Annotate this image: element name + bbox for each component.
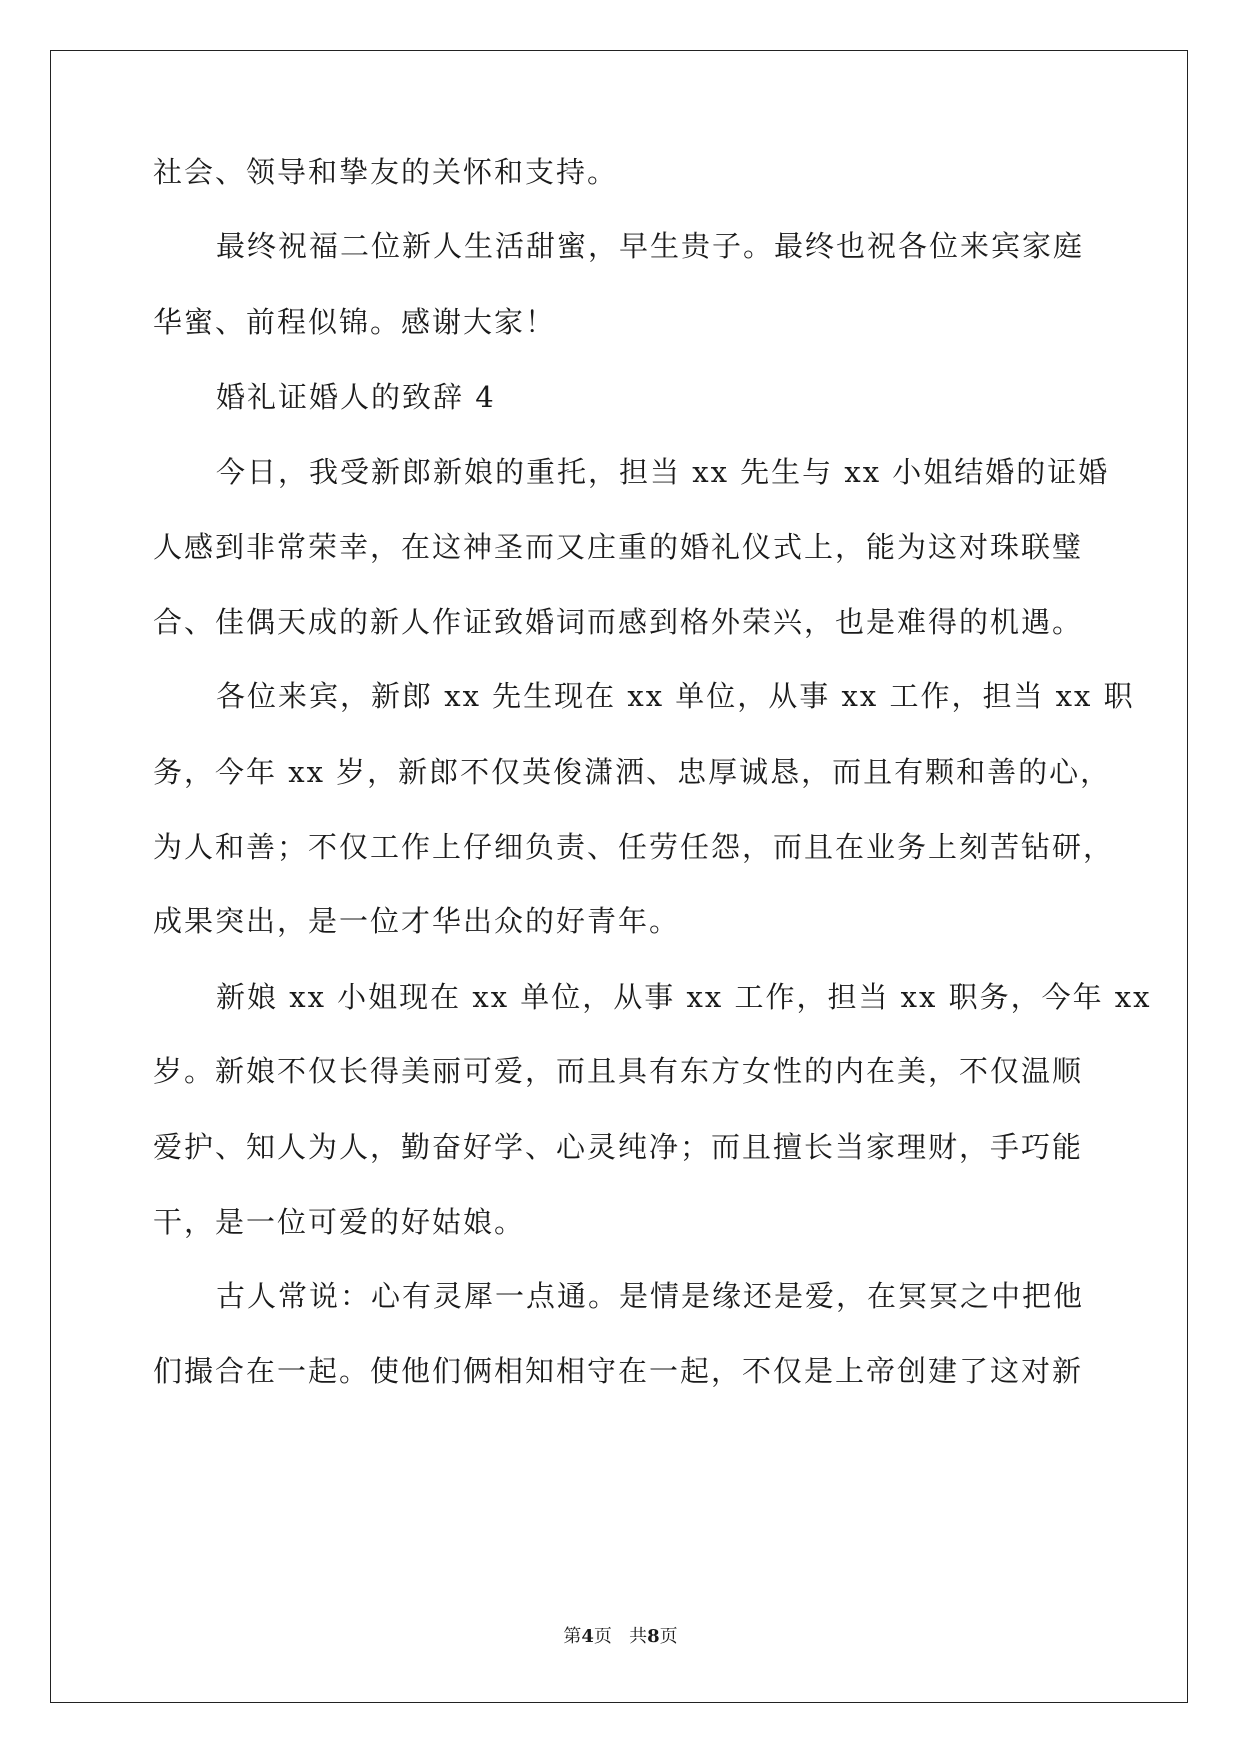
text-line: 岁。新娘不仅长得美丽可爱，而且具有东方女性的内在美，不仅温顺 bbox=[153, 1054, 1084, 1088]
page-suffix: 页 bbox=[659, 1626, 678, 1647]
text-line: 为人和善；不仅工作上仔细负责、任劳任怨，而且在业务上刻苦钻研， bbox=[153, 830, 1115, 864]
text-line: 今日，我受新郎新娘的重托，担当 xx 先生与 xx 小姐结婚的证婚 bbox=[216, 455, 1110, 489]
text-line: 人感到非常荣幸，在这神圣而又庄重的婚礼仪式上，能为这对珠联璧 bbox=[153, 530, 1084, 564]
text-line: 最终祝福二位新人生活甜蜜，早生贵子。最终也祝各位来宾家庭 bbox=[216, 229, 1085, 263]
text-line: 古人常说：心有灵犀一点通。是情是缘还是爱，在冥冥之中把他 bbox=[216, 1279, 1085, 1313]
text-line: 干，是一位可爱的好姑娘。 bbox=[153, 1205, 526, 1239]
total-pages-number: 8 bbox=[647, 1626, 660, 1647]
page-border bbox=[50, 50, 1188, 1703]
section-heading: 婚礼证婚人的致辞 4 bbox=[216, 380, 496, 414]
text-line: 新娘 xx 小姐现在 xx 单位，从事 xx 工作，担当 xx 职务，今年 xx bbox=[216, 980, 1152, 1014]
page-mid: 页 共 bbox=[593, 1626, 648, 1647]
text-line: 们撮合在一起。使他们俩相知相守在一起，不仅是上帝创建了这对新 bbox=[153, 1354, 1084, 1388]
text-line: 合、佳偶天成的新人作证致婚词而感到格外荣兴，也是难得的机遇。 bbox=[153, 605, 1084, 639]
text-line: 爱护、知人为人，勤奋好学、心灵纯净；而且擅长当家理财，手巧能 bbox=[153, 1130, 1084, 1164]
page-prefix: 第 bbox=[563, 1626, 582, 1647]
text-line: 社会、领导和挚友的关怀和支持。 bbox=[153, 155, 619, 189]
text-line: 华蜜、前程似锦。感谢大家！ bbox=[153, 305, 557, 339]
text-line: 成果突出，是一位才华出众的好青年。 bbox=[153, 904, 681, 938]
text-line: 务，今年 xx 岁，新郎不仅英俊潇洒、忠厚诚恳，而且有颗和善的心， bbox=[153, 755, 1112, 789]
text-line: 各位来宾，新郎 xx 先生现在 xx 单位，从事 xx 工作，担当 xx 职 bbox=[216, 679, 1135, 713]
current-page-number: 4 bbox=[581, 1626, 594, 1647]
page-footer bbox=[0, 1625, 1241, 1649]
